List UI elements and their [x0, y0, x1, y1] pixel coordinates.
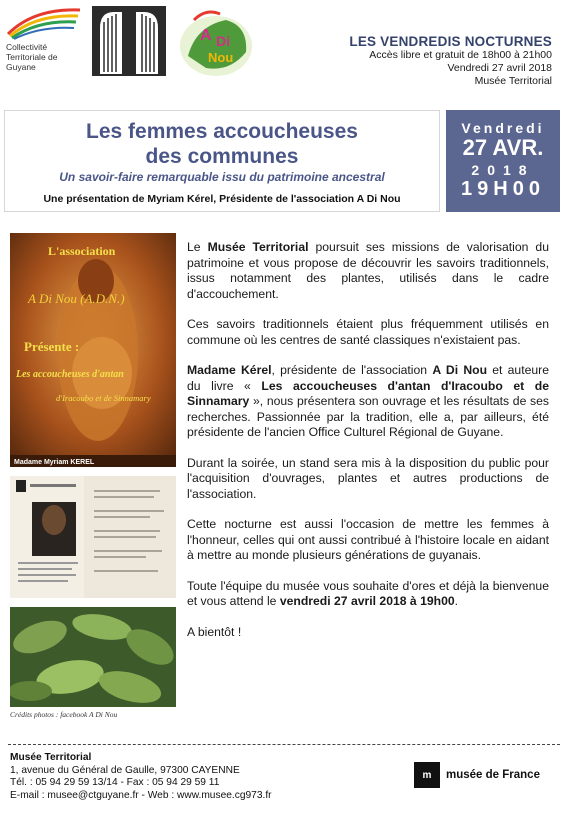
paragraph-stand: Durant la soirée, un stand sera mis à la disposition du public pour l'acquisition d'ouvrages, plantes et autres productions de l'association.	[187, 455, 549, 501]
paragraph-women: Cette nocturne est aussi l'occasion de mettre les femmes à l'honneur, celles qui ont aussi contribué à l'histoire locale en aidant à mettre au monde plusieurs générations de guyanais.	[187, 517, 549, 562]
book-cover-image	[10, 233, 176, 467]
title-box	[4, 110, 440, 212]
footer-address: 1, avenue du Général de Gaulle, 97300 CAYENNE	[10, 764, 240, 776]
svg-text:Di: Di	[216, 33, 230, 49]
page-title: Les femmes accoucheuses des communes	[86, 120, 358, 168]
date-day-month: 27 AVR.	[462, 135, 544, 160]
access-info: Accès libre et gratuit de 18h00 à 21h00	[369, 49, 552, 61]
date-box	[446, 110, 560, 212]
venue-name: Musée Territorial	[474, 75, 552, 87]
book-cover-line2: A Di Nou (A.D.N.)	[28, 291, 125, 306]
event-series-title: LES VENDREDIS NOCTURNES	[349, 34, 552, 49]
author-name-bold: Madame Kérel	[187, 363, 272, 377]
book-cover-author: Madame Myriam KEREL	[14, 459, 95, 466]
text: Toute l'équipe du musée vous souhaite d'ores et déjà la bienvenue et vous attend le	[187, 578, 549, 608]
paragraph-author	[187, 363, 549, 441]
plants-photo	[10, 607, 176, 707]
date-time: 19H00	[461, 178, 545, 200]
book-page-photo	[10, 476, 176, 598]
museum-door-logo	[92, 6, 166, 76]
footer-museum-name: Musée Territorial	[10, 752, 92, 763]
date-year: 2018	[471, 162, 535, 178]
musee-de-france-icon: m	[414, 762, 440, 788]
book-cover-line1: L'association	[48, 244, 116, 258]
museum-name-bold: Musée Territorial	[207, 240, 309, 254]
footer-contact	[10, 752, 272, 802]
presenter-line: Une présentation de Myriam Kérel, Présidente de l'association A Di Nou	[43, 193, 401, 205]
paragraph-knowledge: Ces savoirs traditionnels étaient plus fréquemment utilisés en commune où les centres de santé classiques n'existaient pas.	[187, 317, 549, 347]
photo-credits: Crédits photos : facebook A Di Nou	[10, 710, 118, 719]
footer-phone: Tél. : 05 94 29 59 13/14 - Fax : 05 94 29 59 11	[10, 777, 220, 788]
svg-text:Nou: Nou	[208, 50, 234, 65]
ctg-logo-text: Collectivité Territoriale de Guyane	[6, 42, 58, 72]
text: poursuit ses missions de valorisation du patrimoine et vous propose de découvrir les savoirs traditionnels, issus notamment des plantes, utilisés dans le cadre d'accouchement.	[187, 240, 549, 301]
event-header	[349, 34, 552, 88]
paragraph-closing: A bientôt !	[187, 624, 242, 639]
book-cover-line5: d'Iracoubo et de Sinnamary	[56, 393, 151, 403]
page-subtitle: Un savoir-faire remarquable issu du patrimoine ancestral	[59, 170, 385, 184]
adn-logo	[176, 6, 256, 80]
text: .	[454, 594, 459, 608]
text: Le	[187, 240, 208, 254]
book-title-bold: Les accoucheuses d'antan d'Iracoubo et de Sinnamary	[187, 378, 549, 408]
book-cover-line4: Les accoucheuses d'antan	[16, 369, 124, 380]
event-date-line: Vendredi 27 avril 2018	[447, 62, 552, 74]
event-datetime-bold: vendredi 27 avril 2018 à 19h00	[279, 594, 455, 608]
ctg-logo	[4, 4, 84, 76]
svg-text:A: A	[200, 27, 212, 44]
text: , présidente de l'association	[271, 363, 433, 377]
main-content	[187, 240, 549, 655]
musee-de-france-text: musée de France	[446, 769, 540, 781]
date-day: Vendredi	[461, 120, 545, 136]
musee-de-france-label	[414, 762, 540, 788]
paragraph-intro	[187, 240, 549, 302]
paragraph-welcome	[187, 579, 549, 610]
book-cover-line3: Présente :	[24, 339, 80, 354]
swoosh-icon	[4, 4, 84, 40]
text: », nous présentera son ouvrage et les résultats de ses recherches. Passionnée par la tradition, elle a, par ailleurs, été présidente de l'ancien Office Culturel Régional de Guyane.	[187, 394, 549, 439]
association-name-bold: A Di Nou	[432, 363, 488, 377]
footer-contact-line: E-mail : musee@ctguyane.fr - Web : www.musee.cg973.fr	[10, 789, 272, 801]
footer-divider	[8, 744, 560, 745]
text: et auteure du livre «	[187, 363, 549, 393]
